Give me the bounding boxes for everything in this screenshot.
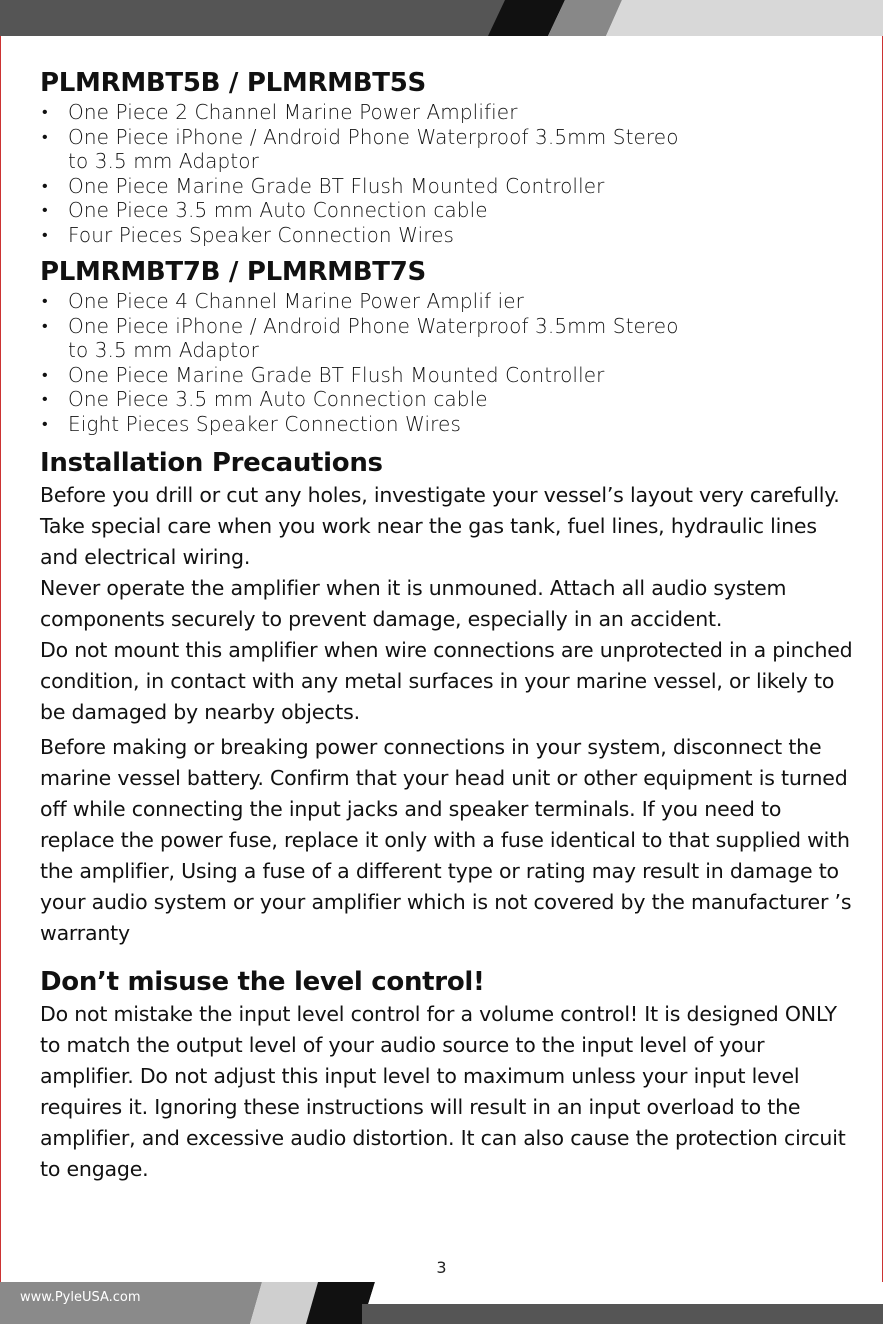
list-item: • One Piece Marine Grade BT Flush Mounted Controller [40,363,855,388]
section-plmrmbt5 [40,66,855,247]
list-item: • One Piece iPhone / Android Phone Waterproof 3.5mm Stereo to 3.5 mm Adaptor [40,125,855,174]
paragraph: Never operate the amplifier when it is unmouned. Attach all audio system components securely to prevent damage, especially in an accident. [40,576,787,631]
paragraph: Before making or breaking power connections in your system, disconnect the marine vessel battery. Confirm that your head unit or other equipment is turned off while connecting the input jacks and speaker terminals. If you need to replace the power fuse, replace it only with a fuse identical to that supplied with the amplifier, Using a fuse of a different type or rating may result in damage to your audio system or your amplifier which is not covered by the manufacturer ’s warranty [40,735,852,945]
section-title: PLMRMBT7B / PLMRMBT7S [40,257,426,287]
page-content [40,66,855,1185]
list-item: • One Piece 2 Channel Marine Power Amplifier [40,100,855,125]
package-list [40,100,855,247]
list-item: • Eight Pieces Speaker Connection Wires [40,412,855,437]
list-item: • One Piece Marine Grade BT Flush Mounted Controller [40,174,855,199]
section-title: PLMRMBT5B / PLMRMBT5S [40,68,426,98]
list-item: • Four Pieces Speaker Connection Wires [40,223,855,248]
section-title: Installation Precautions [40,448,383,478]
section-title: Don’t misuse the level control! [40,967,485,997]
section-installation-precautions [40,446,855,949]
website-link[interactable]: www.PyleUSA.com [20,1290,141,1305]
paragraph: Before you drill or cut any holes, investigate your vessel’s layout very carefully. Take special care when you work near the gas tank, fuel lines, hydraulic lines and electrical wiring. [40,483,840,569]
list-item: • One Piece 3.5 mm Auto Connection cable [40,387,855,412]
list-item: • One Piece 3.5 mm Auto Connection cable [40,198,855,223]
top-decorative-band [0,0,883,36]
section-level-control [40,965,855,1185]
list-item: • One Piece 4 Channel Marine Power Amplif ier [40,289,855,314]
package-list [40,289,855,436]
paragraph: Do not mistake the input level control for a volume control! It is designed ONLY to match the output level of your audio source to the input level of your amplifier. Do not adjust this input level to maximum unless your input level requires it. Ignoring these instructions will result in an input overload to the amplifier, and excessive audio distortion. It can also cause the protection circuit to engage. [40,1002,846,1181]
list-item: • One Piece iPhone / Android Phone Waterproof 3.5mm Stereo to 3.5 mm Adaptor [40,314,855,363]
page-number: 3 [436,1258,447,1277]
paragraph: Do not mount this amplifier when wire connections are unprotected in a pinched condition, in contact with any metal surfaces in your marine vessel, or likely to be damaged by nearby objects. [40,638,853,724]
section-plmrmbt7 [40,255,855,436]
